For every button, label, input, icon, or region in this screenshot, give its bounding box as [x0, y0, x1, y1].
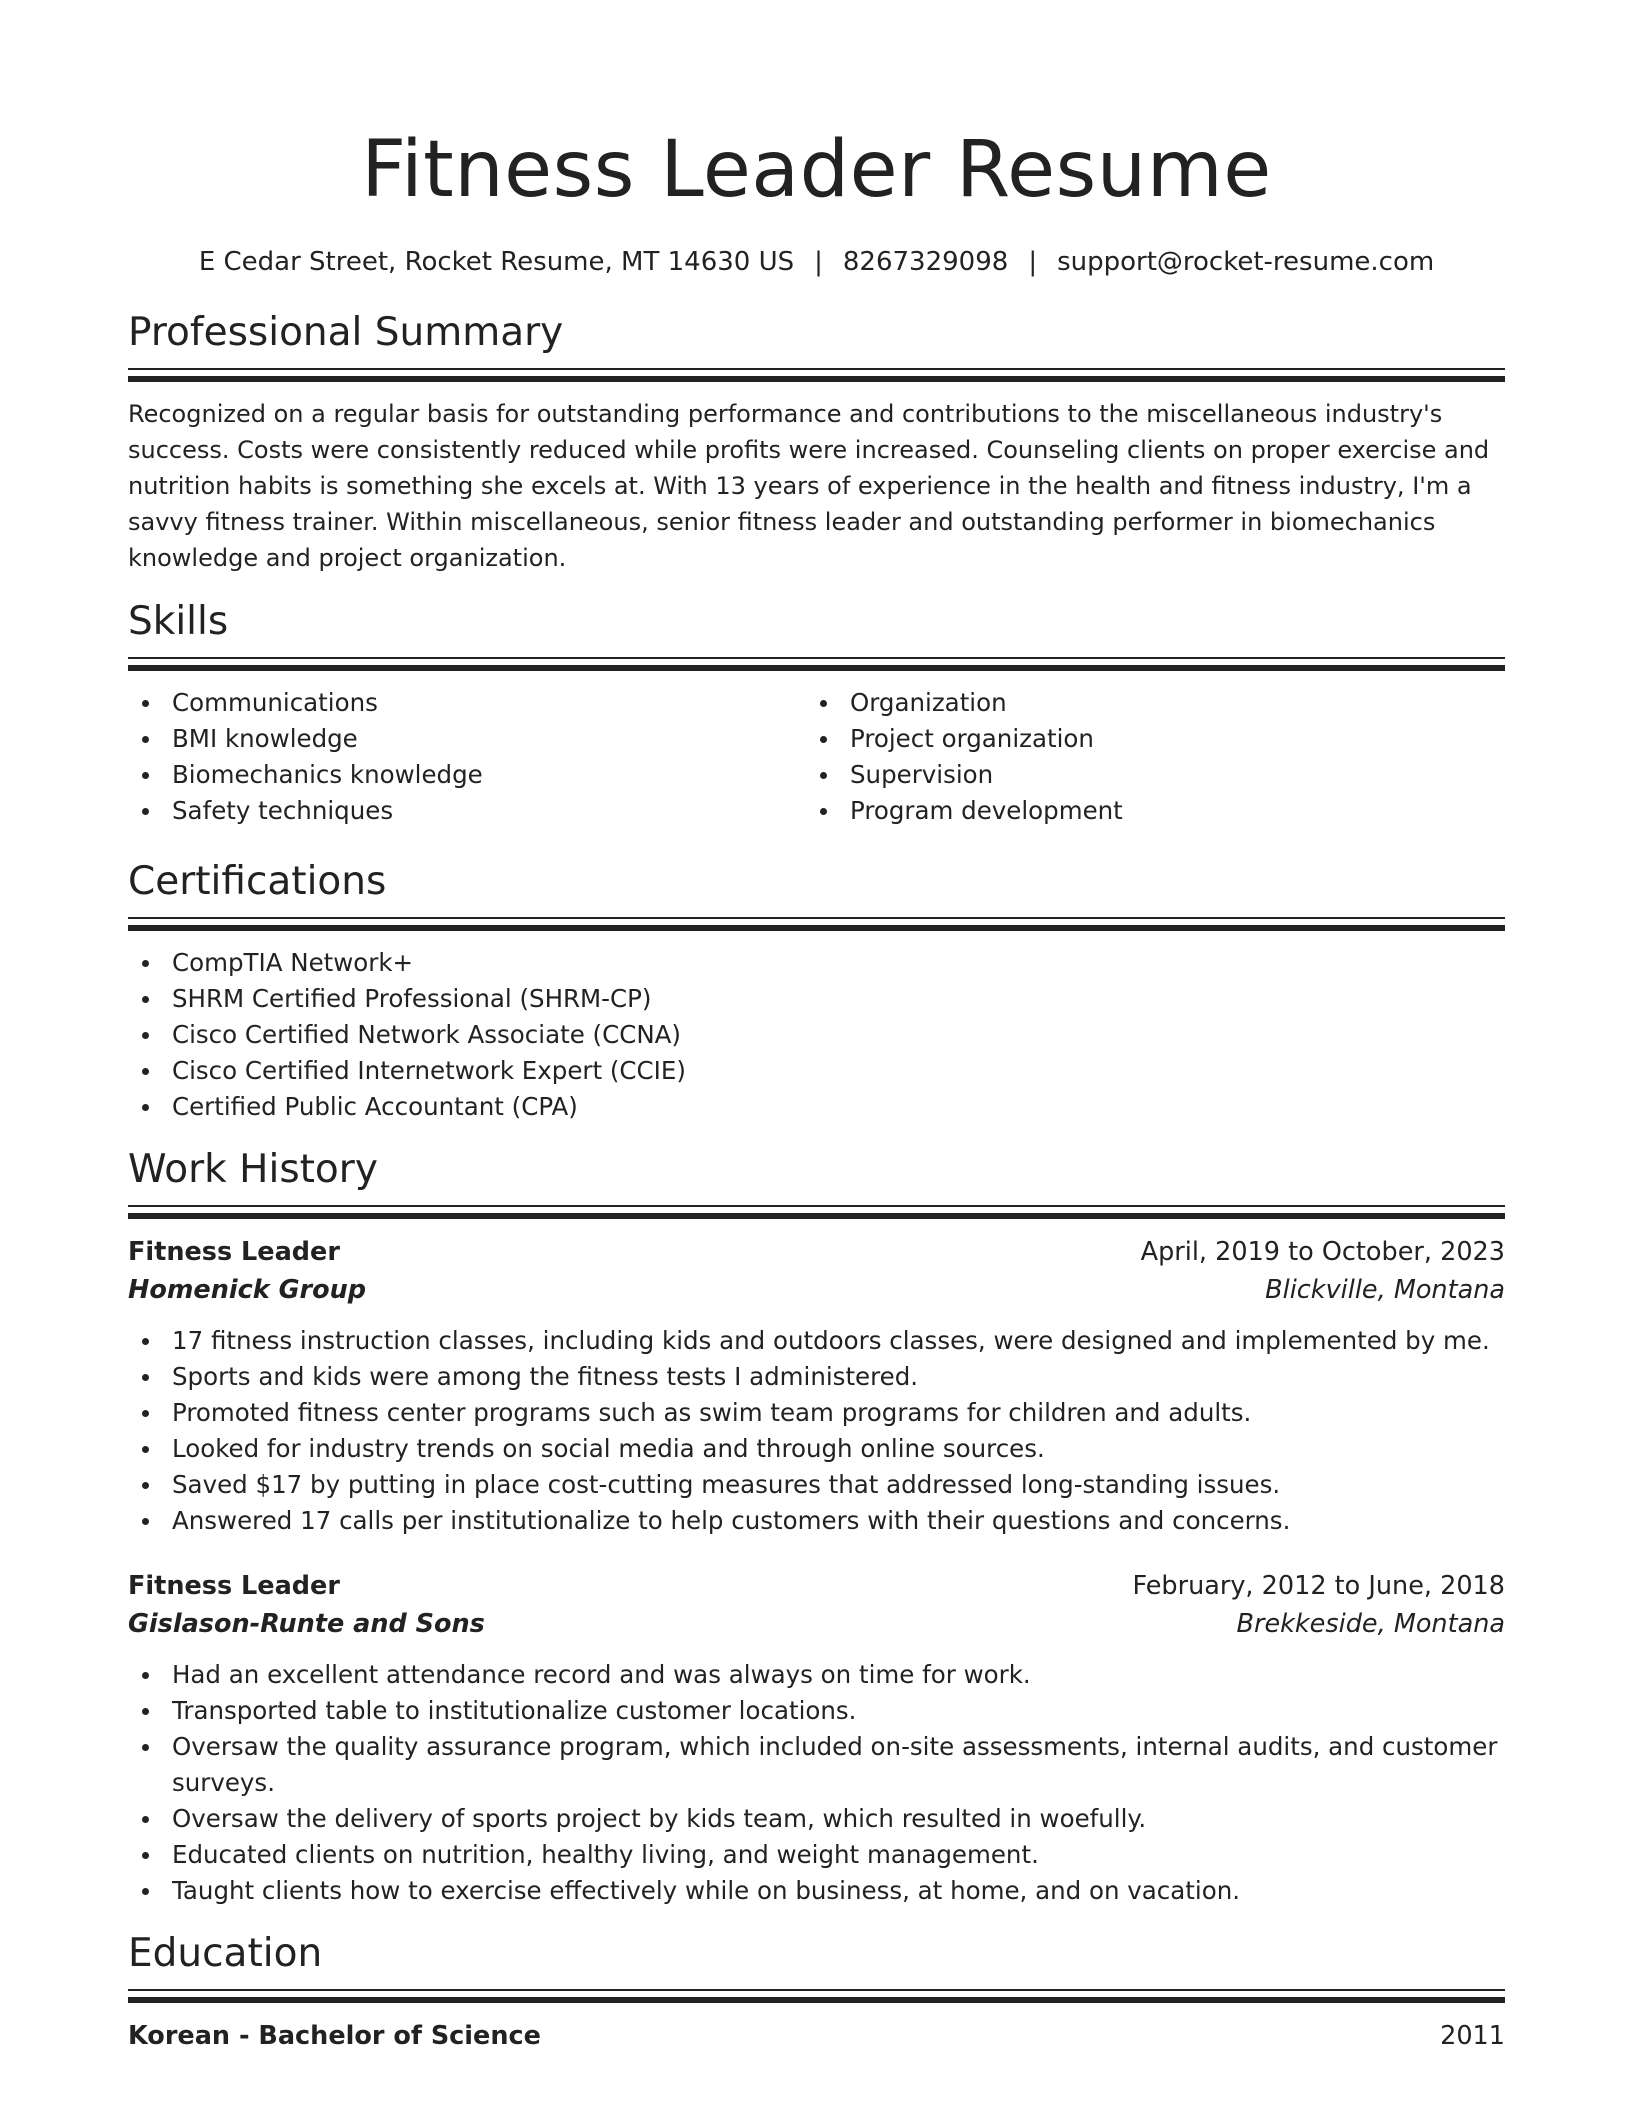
job-bullet: Oversaw the delivery of sports project by kids team, which resulted in woefully. [128, 1801, 1505, 1837]
job-title: Fitness Leader [128, 1571, 340, 1601]
contact-address: E Cedar Street, Rocket Resume, MT 14630 US [198, 247, 795, 277]
section-divider [128, 917, 1505, 919]
job-dates: February, 2012 to June, 2018 [1132, 1571, 1505, 1601]
job-bullet: Answered 17 calls per institutionalize to help customers with their questions and concerns. [128, 1503, 1505, 1539]
job-header-row [128, 1233, 1505, 1271]
certifications-section [128, 857, 1505, 1125]
certifications-heading: Certifications [128, 859, 387, 904]
job-company: Homenick Group [128, 1275, 367, 1305]
job-bullet: Transported table to institutionalize customer locations. [128, 1693, 1505, 1729]
certification-item: SHRM Certified Professional (SHRM-CP) [128, 981, 1505, 1017]
job-company-row [128, 1605, 1505, 1643]
job-header-row [128, 1567, 1505, 1605]
skill-item: BMI knowledge [128, 721, 806, 757]
job-bullet: Educated clients on nutrition, healthy living, and weight management. [128, 1837, 1505, 1873]
resume-title: Fitness Leader Resume [361, 125, 1272, 215]
skill-item: Program development [806, 793, 1484, 829]
job-company: Gislason-Runte and Sons [128, 1609, 485, 1639]
section-divider-thick [128, 1997, 1505, 2003]
contact-separator: | [814, 247, 823, 277]
certification-item: Certified Public Accountant (CPA) [128, 1089, 1505, 1125]
education-degree: Korean - Bachelor of Science [128, 2021, 541, 2051]
education-row [128, 2017, 1505, 2055]
job-bullet: Had an excellent attendance record and was always on time for work. [128, 1657, 1505, 1693]
skill-item: Safety techniques [128, 793, 806, 829]
job-entry [128, 1233, 1505, 1539]
work-history-section [128, 1145, 1505, 1909]
contact-line [128, 244, 1505, 280]
job-bullet: Saved $17 by putting in place cost-cutting measures that addressed long-standing issues. [128, 1467, 1505, 1503]
job-entry [128, 1567, 1505, 1909]
job-title: Fitness Leader [128, 1237, 340, 1267]
job-bullet: Taught clients how to exercise effectively while on business, at home, and on vacation. [128, 1873, 1505, 1909]
certification-item: CompTIA Network+ [128, 945, 1505, 981]
contact-phone: 8267329098 [842, 247, 1009, 277]
skills-grid [128, 685, 1505, 829]
education-section [128, 1929, 1505, 2055]
job-bullet-list [128, 1323, 1505, 1539]
skills-right-list [806, 685, 1484, 829]
section-divider-thick [128, 665, 1505, 671]
job-bullet: Looked for industry trends on social media and through online sources. [128, 1431, 1505, 1467]
certification-item: Cisco Certified Network Associate (CCNA) [128, 1017, 1505, 1053]
summary-section [128, 308, 1505, 576]
summary-text: Recognized on a regular basis for outstanding performance and contributions to the miscellaneous industry's success. Costs were consistently reduced while profits were increased. Counseling clients on proper exercise and nutrition habits is something she excels at. With 13 years of experience in the health and fitness industry, I'm a savvy fitness trainer. Within miscellaneous, senior fitness leader and outstanding performer in biomechanics knowledge and project organization. [128, 400, 1490, 572]
work-history-heading: Work History [128, 1147, 378, 1192]
section-divider [128, 657, 1505, 659]
education-year: 2011 [1440, 2021, 1505, 2051]
job-bullet-list [128, 1657, 1505, 1909]
job-company-row [128, 1271, 1505, 1309]
skill-item: Biomechanics knowledge [128, 757, 806, 793]
job-location: Blickville, Montana [1265, 1275, 1505, 1305]
job-bullet: Oversaw the quality assurance program, which included on-site assessments, internal audits, and customer surveys. [128, 1729, 1505, 1801]
skills-section [128, 597, 1505, 829]
skill-item: Organization [806, 685, 1484, 721]
section-divider-thick [128, 925, 1505, 931]
skills-heading: Skills [128, 599, 229, 644]
section-divider-thick [128, 376, 1505, 382]
section-divider-thick [128, 1213, 1505, 1219]
job-location: Brekkeside, Montana [1236, 1609, 1505, 1639]
job-bullet: 17 fitness instruction classes, including kids and outdoors classes, were designed and implemented by me. [128, 1323, 1505, 1359]
skill-item: Supervision [806, 757, 1484, 793]
job-dates: April, 2019 to October, 2023 [1140, 1237, 1505, 1267]
section-divider [128, 1989, 1505, 1991]
skill-item: Project organization [806, 721, 1484, 757]
job-bullet: Sports and kids were among the fitness tests I administered. [128, 1359, 1505, 1395]
certification-item: Cisco Certified Internetwork Expert (CCIE) [128, 1053, 1505, 1089]
section-divider [128, 1205, 1505, 1207]
contact-email[interactable]: support@rocket-resume.com [1057, 247, 1435, 277]
skill-item: Communications [128, 685, 806, 721]
education-heading: Education [128, 1931, 323, 1976]
summary-heading: Professional Summary [128, 310, 564, 355]
skills-left-list [128, 685, 806, 829]
contact-separator: | [1028, 247, 1038, 277]
resume-page [128, 0, 1505, 2055]
job-bullet: Promoted fitness center programs such as swim team programs for children and adults. [128, 1395, 1505, 1431]
section-divider [128, 368, 1505, 370]
certifications-list [128, 945, 1505, 1125]
